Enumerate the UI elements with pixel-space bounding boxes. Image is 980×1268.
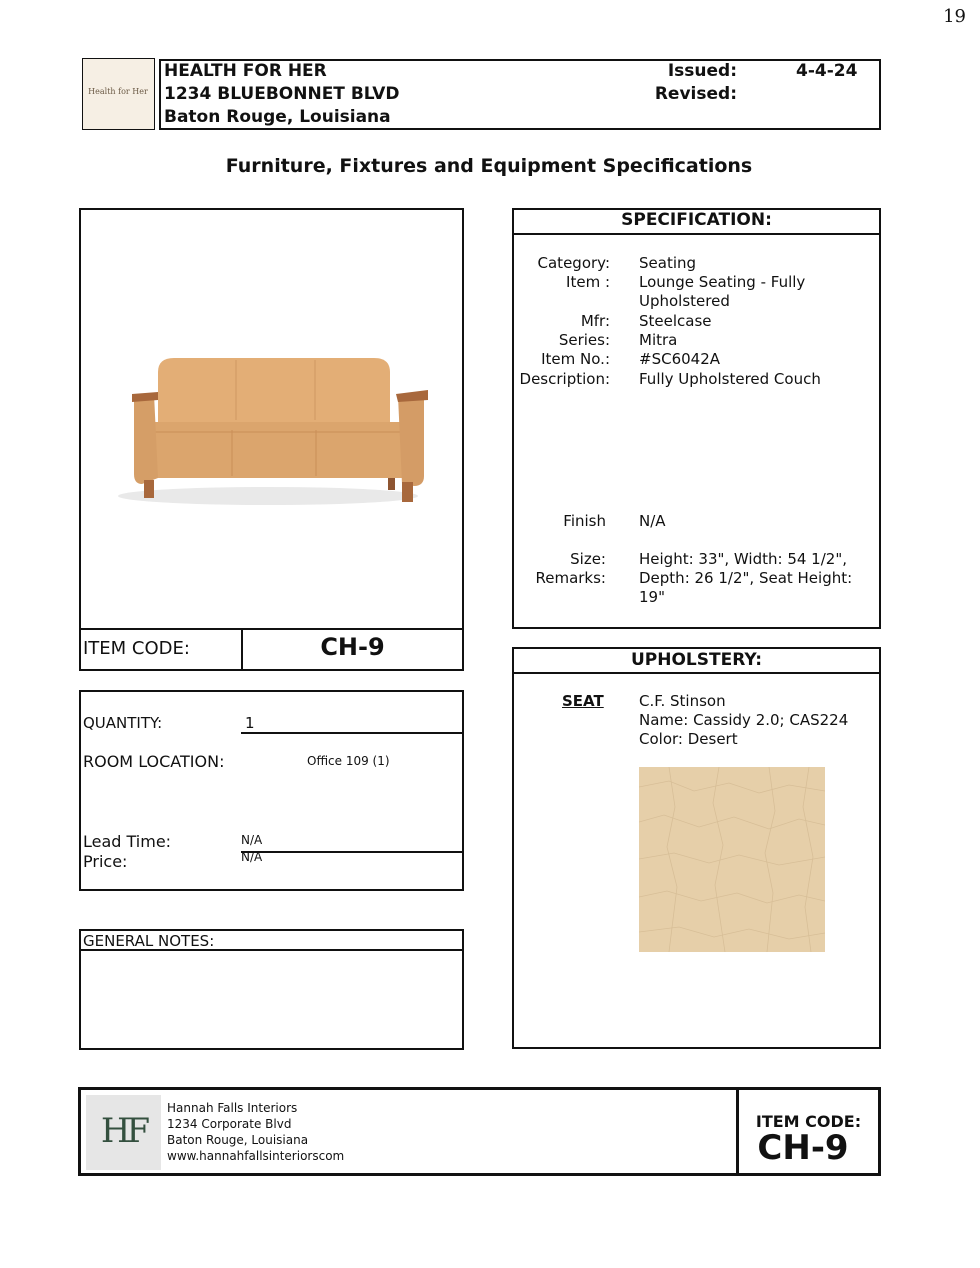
quantity-label: QUANTITY: — [83, 714, 163, 732]
category-label: Category: — [537, 254, 610, 272]
upholstery-color: Color: Desert — [639, 730, 738, 748]
series-value: Mitra — [639, 331, 678, 349]
price-value: N/A — [241, 850, 263, 864]
footer-box — [78, 1087, 881, 1176]
footer-item-code-label: ITEM CODE: — [755, 1112, 862, 1131]
description-value: Fully Upholstered Couch — [639, 370, 821, 388]
finish-label: Finish — [563, 512, 606, 530]
upholstery-title: UPHOLSTERY: — [630, 650, 763, 670]
price-label: Price: — [83, 852, 128, 871]
category-value: Seating — [639, 254, 697, 272]
item-code-label: ITEM CODE: — [83, 638, 190, 659]
details-box — [79, 690, 464, 891]
client-logo — [82, 58, 155, 130]
size-value-line1: Height: 33", Width: 54 1/2", — [639, 550, 847, 568]
revised-label: Revised: — [654, 84, 737, 104]
header-box — [159, 59, 881, 130]
item-value-line1: Lounge Seating - Fully — [639, 273, 806, 291]
issued-date: 4-4-24 — [796, 61, 858, 81]
client-name: HEALTH FOR HER — [164, 61, 327, 81]
upholstery-vendor: C.F. Stinson — [639, 692, 726, 710]
footer-logo — [86, 1095, 161, 1170]
room-location-label: ROOM LOCATION: — [83, 752, 225, 771]
item-label: Item : — [566, 273, 610, 291]
item-no-label: Item No.: — [541, 350, 610, 368]
issued-label: Issued: — [667, 61, 737, 81]
general-notes-box — [79, 929, 464, 1050]
item-code-value: CH-9 — [320, 633, 385, 661]
upholstery-swatch — [639, 767, 825, 952]
product-image — [102, 350, 432, 520]
specification-title: SPECIFICATION: — [621, 210, 772, 230]
item-no-value: #SC6042A — [639, 350, 720, 368]
footer-website: www.hannahfallsinteriorscom — [167, 1149, 345, 1163]
footer-company: Hannah Falls Interiors — [167, 1101, 298, 1115]
page-number: 19 — [943, 6, 966, 27]
size-label: Size: — [570, 550, 606, 568]
product-image-box — [79, 208, 464, 671]
specification-box — [512, 208, 881, 629]
room-location-value: Office 109 (1) — [307, 754, 390, 768]
seat-label: SEAT — [562, 692, 604, 710]
client-address-line2: Baton Rouge, Louisiana — [164, 107, 391, 127]
footer-item-code-value: CH-9 — [757, 1128, 849, 1168]
mfr-value: Steelcase — [639, 312, 712, 330]
client-address-line1: 1234 BLUEBONNET BLVD — [164, 84, 400, 104]
finish-value: N/A — [639, 512, 666, 530]
remarks-label: Remarks: — [535, 569, 606, 587]
general-notes-label: GENERAL NOTES: — [83, 932, 215, 950]
footer-address-line1: 1234 Corporate Blvd — [167, 1117, 292, 1131]
quantity-value: 1 — [245, 714, 255, 732]
client-logo-text: Health for Her — [88, 87, 148, 96]
upholstery-box — [512, 647, 881, 1049]
item-value-line2: Upholstered — [639, 292, 730, 310]
series-label: Series: — [558, 331, 610, 349]
document-title: Furniture, Fixtures and Equipment Specifications — [225, 155, 753, 177]
lead-time-label: Lead Time: — [83, 832, 172, 851]
upholstery-name: Name: Cassidy 2.0; CAS224 — [639, 711, 849, 729]
footer-logo-text: HF — [100, 1111, 147, 1151]
size-value-line2: Depth: 26 1/2", Seat Height: — [639, 569, 853, 587]
lead-time-value: N/A — [241, 833, 263, 847]
mfr-label: Mfr: — [580, 312, 610, 330]
size-value-line3: 19" — [639, 588, 665, 606]
footer-address-line2: Baton Rouge, Louisiana — [167, 1133, 309, 1147]
description-label: Description: — [519, 370, 610, 388]
